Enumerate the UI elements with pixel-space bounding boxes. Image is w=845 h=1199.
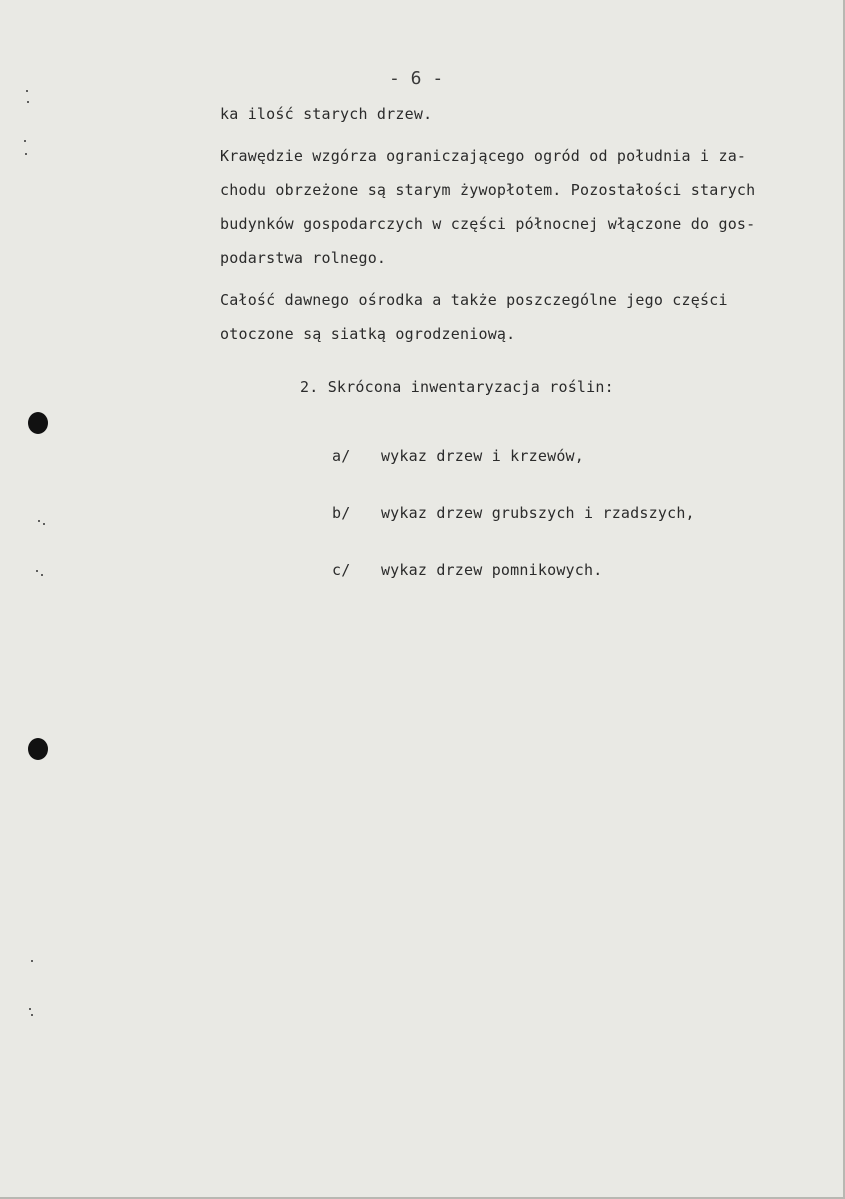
- list-item: [332, 561, 602, 579]
- scan-speck: [38, 520, 40, 522]
- list-text: wykaz drzew i krzewów,: [380, 447, 585, 465]
- list-text: wykaz drzew grubszych i rzadszych,: [380, 504, 695, 522]
- body-line-6: Całość dawnego ośrodka a także poszczególne jego części: [220, 291, 728, 309]
- list-item: [332, 447, 584, 465]
- body-line-4: budynków gospodarczych w części północnej włączone do gos-: [220, 215, 756, 233]
- section-heading: 2. Skrócona inwentaryzacja roślin:: [300, 378, 614, 396]
- list-marker: b/: [332, 504, 351, 522]
- page-number: - 6 -: [389, 68, 444, 89]
- scan-speck: [29, 1008, 31, 1010]
- scan-speck: [24, 140, 26, 142]
- body-line-1: ka ilość starych drzew.: [220, 105, 433, 123]
- list-item: [332, 504, 695, 522]
- scan-speck: [43, 523, 45, 525]
- scan-speck: [31, 1014, 33, 1016]
- body-line-7: otoczone są siatką ogrodzeniową.: [220, 325, 516, 343]
- body-line-5: podarstwa rolnego.: [220, 249, 387, 267]
- scan-speck: [36, 570, 38, 572]
- scan-speck: [27, 101, 29, 103]
- scan-speck: [25, 153, 27, 155]
- body-line-3: chodu obrzeżone są starym żywopłotem. Pozostałości starych: [220, 181, 756, 199]
- list-text: wykaz drzew pomnikowych.: [380, 561, 603, 579]
- scan-speck: [41, 574, 43, 576]
- scan-speck: [26, 90, 28, 92]
- list-marker: a/: [332, 447, 351, 465]
- scan-speck: [31, 960, 33, 962]
- punch-hole: [28, 412, 48, 434]
- list-marker: c/: [332, 561, 351, 579]
- body-line-2: Krawędzie wzgórza ograniczającego ogród od południa i za-: [220, 147, 747, 165]
- punch-hole: [28, 738, 48, 760]
